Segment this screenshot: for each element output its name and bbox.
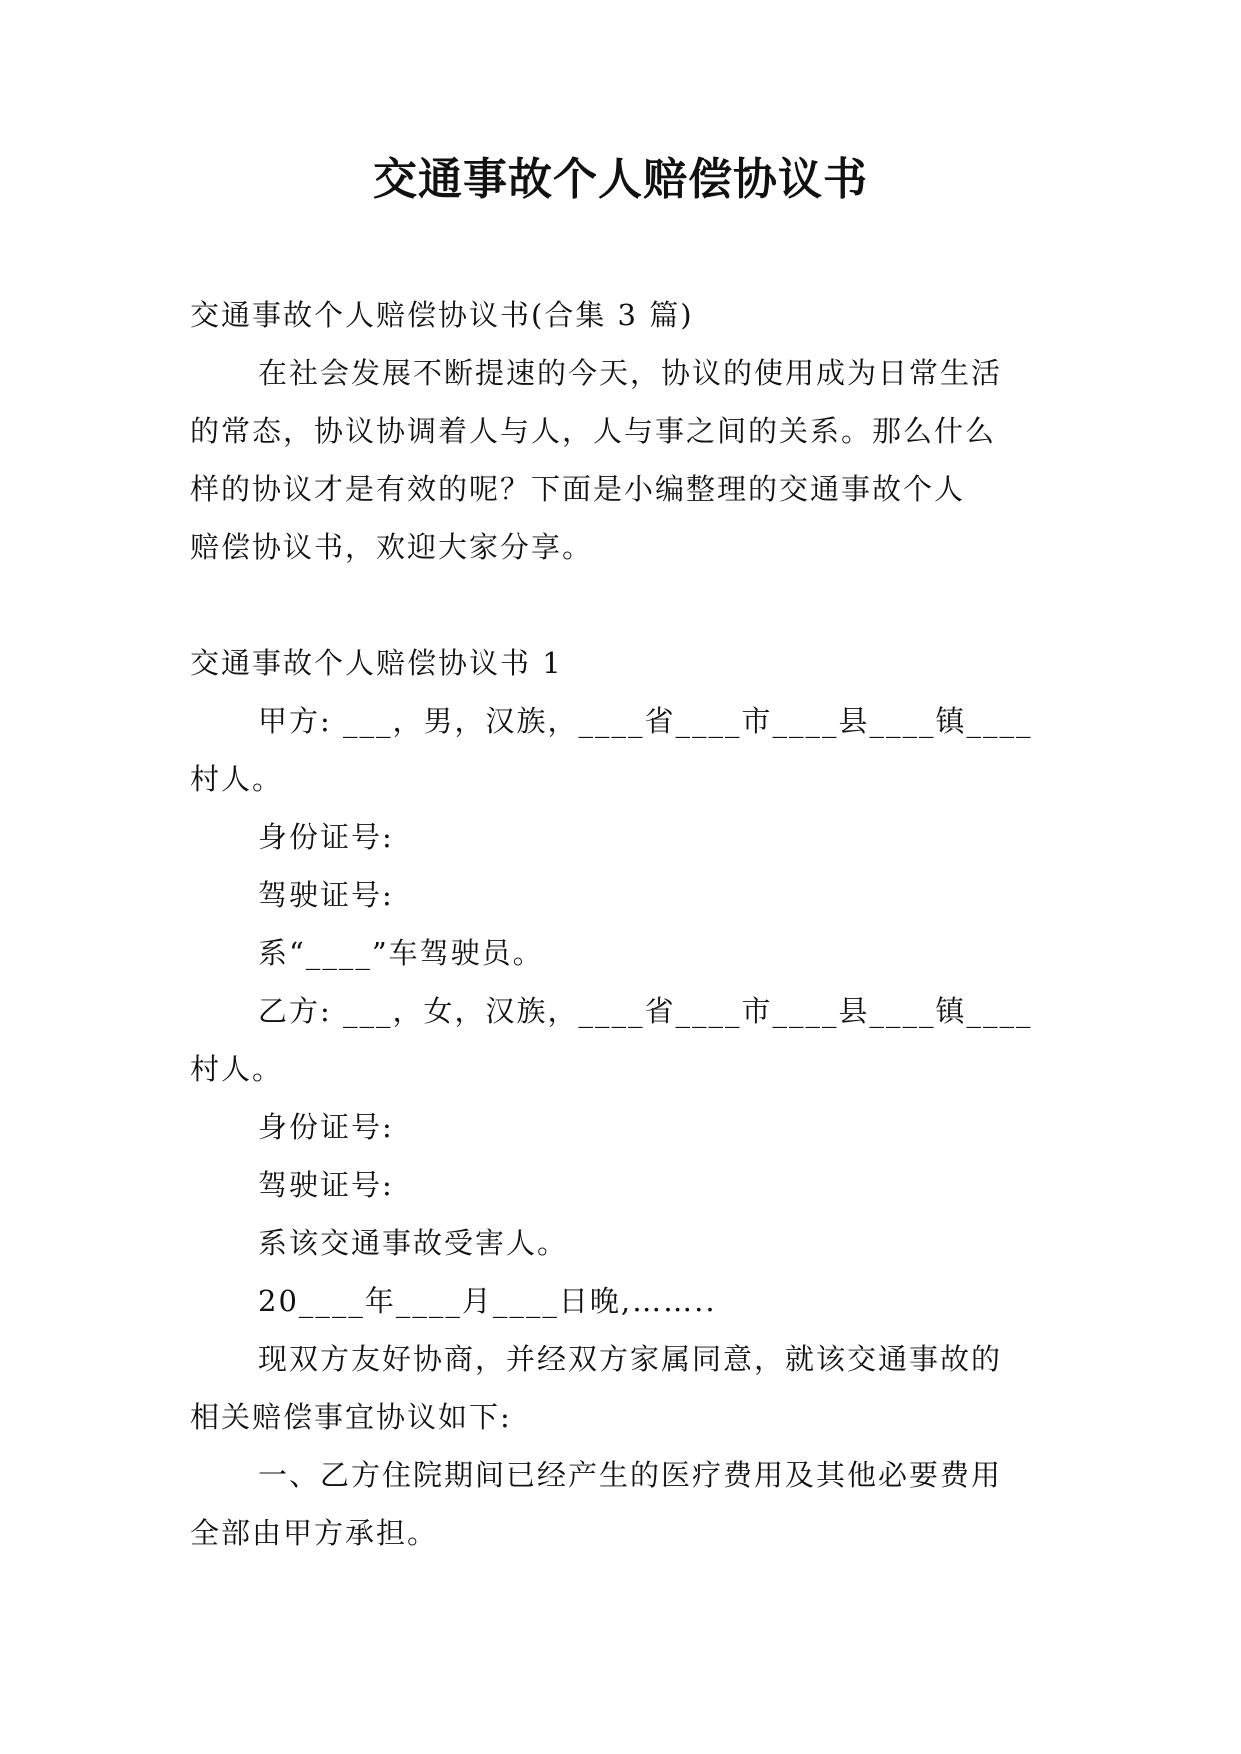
party-a-license-number: 驾驶证号: [258, 878, 394, 912]
paragraph-gap [190, 576, 1050, 634]
party-b-id-number: 身份证号: [258, 1110, 394, 1144]
document-subtitle: 交通事故个人赔偿协议书(合集 3 篇) [190, 298, 694, 332]
party-b-info-cont: 村人。 [190, 1052, 284, 1086]
clause-1: 一、乙方住院期间已经产生的医疗费用及其他必要费用 [258, 1458, 1003, 1492]
document-body [190, 286, 1050, 1562]
party-a-info: 甲方: ___，男，汉族，____省____市____县____镇____ [258, 704, 1033, 738]
clause-1-cont: 全部由甲方承担。 [190, 1516, 439, 1550]
agreement-intro: 现双方友好协商，并经双方家属同意，就该交通事故的 [258, 1342, 1003, 1376]
document-title: 交通事故个人赔偿协议书 [373, 154, 868, 205]
accident-date: 20____年____月____日晚,…….. [258, 1284, 717, 1318]
section-heading: 交通事故个人赔偿协议书 1 [190, 646, 563, 680]
intro-line-2: 的常态，协议协调着人与人，人与事之间的关系。那么什么 [190, 414, 997, 448]
party-a-id-number: 身份证号: [258, 820, 394, 854]
agreement-intro-cont: 相关赔偿事宜协议如下: [190, 1400, 512, 1434]
party-b-info: 乙方: ___，女，汉族，____省____市____县____镇____ [258, 994, 1033, 1028]
intro-line-3: 样的协议才是有效的呢？下面是小编整理的交通事故个人 [190, 472, 966, 506]
party-a-info-cont: 村人。 [190, 762, 284, 796]
party-a-driver-role: 系“____”车驾驶员。 [258, 936, 544, 970]
party-b-victim-role: 系该交通事故受害人。 [258, 1226, 569, 1260]
intro-line-4: 赔偿协议书，欢迎大家分享。 [190, 530, 594, 564]
party-b-license-number: 驾驶证号: [258, 1168, 394, 1202]
intro-line-1: 在社会发展不断提速的今天，协议的使用成为日常生活 [258, 356, 1003, 390]
